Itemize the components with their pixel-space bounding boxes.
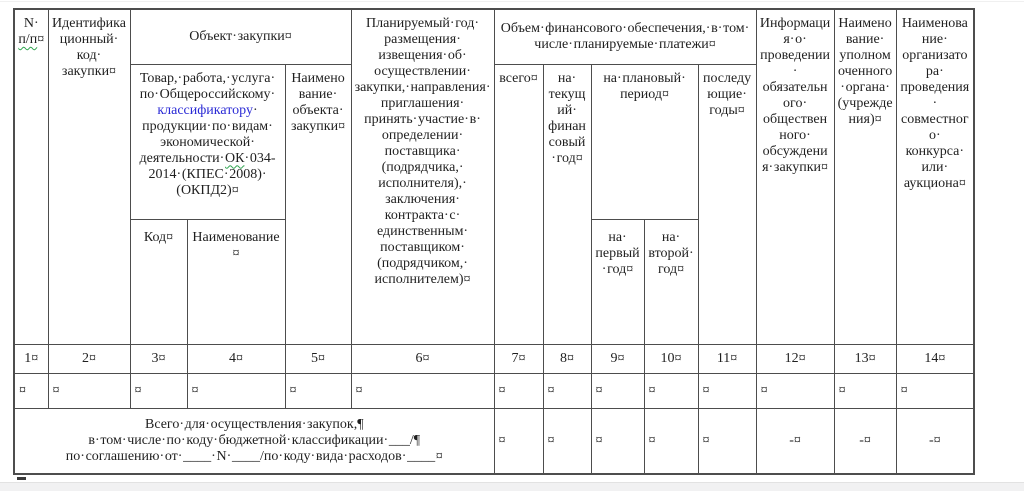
- footer-value-cell[interactable]: ¤: [494, 408, 543, 474]
- column-number-cell: 13¤: [834, 344, 896, 373]
- data-cell[interactable]: ¤: [187, 373, 285, 408]
- footer-total-label: [14, 408, 494, 474]
- column-number-cell: 7¤: [494, 344, 543, 373]
- data-cell[interactable]: ¤: [130, 373, 187, 408]
- cropped-text-fragment: [17, 477, 26, 480]
- header-first-year: на· первый· год¤: [591, 219, 644, 344]
- data-cell[interactable]: ¤: [543, 373, 591, 408]
- column-number-cell: 5¤: [285, 344, 351, 373]
- header-total: всего¤: [494, 64, 543, 344]
- spellcheck-squiggle: ОК: [225, 150, 245, 166]
- footer-value-cell[interactable]: ¤: [698, 408, 756, 474]
- data-cell[interactable]: ¤: [351, 373, 494, 408]
- data-cell[interactable]: ¤: [494, 373, 543, 408]
- column-number-cell: 14¤: [896, 344, 974, 373]
- column-number-cell: 12¤: [756, 344, 834, 373]
- classifier-text-before: Товар,· работа,· услуга· по· Общероссийскому·: [139, 70, 276, 102]
- column-number-cell: 8¤: [543, 344, 591, 373]
- column-number-cell: 6¤: [351, 344, 494, 373]
- column-number-cell: 10¤: [644, 344, 698, 373]
- footer-line: Всего· для· осуществления· закупок,¶: [144, 416, 364, 432]
- column-number-cell: 1¤: [14, 344, 48, 373]
- header-current-fiscal-year: на· текущий· финансовый· год¤: [543, 64, 591, 344]
- column-number-cell: 3¤: [130, 344, 187, 373]
- classifier-link[interactable]: классификатору: [157, 102, 253, 118]
- footer-dash-cell: -¤: [834, 408, 896, 474]
- column-number-cell: 2¤: [48, 344, 130, 373]
- header-row-number: [14, 9, 48, 344]
- data-cell[interactable]: ¤: [285, 373, 351, 408]
- header-subsequent-years: последующие· годы¤: [698, 64, 756, 344]
- classifier-text-after: · 034-2014· (КПЕС· 2008)· (ОКПД2)¤: [148, 150, 276, 198]
- data-cell[interactable]: ¤: [756, 373, 834, 408]
- footer-line: по· соглашению· от· ____· N· ____/по· коду· вида· расходов· ____ ¤: [65, 448, 443, 464]
- header-procurement-id-code: Идентификационный· код· закупки¤: [48, 9, 130, 344]
- procurement-plan-table: [13, 8, 975, 475]
- column-number-cell: 11¤: [698, 344, 756, 373]
- data-cell[interactable]: ¤: [896, 373, 974, 408]
- column-number-cell: 4¤: [187, 344, 285, 373]
- header-authorized-body-name: Наименование· уполномоченного· органа· (учреждения)¤: [834, 9, 896, 344]
- header-name: Наименование¤: [187, 219, 285, 344]
- data-cell[interactable]: ¤: [591, 373, 644, 408]
- header-object-name: Наименование· объекта· закупки¤: [285, 64, 351, 344]
- column-number-cell: 9¤: [591, 344, 644, 373]
- footer-dash-cell: -¤: [756, 408, 834, 474]
- footer-value-cell[interactable]: ¤: [543, 408, 591, 474]
- spellcheck-squiggle: п/п: [18, 32, 38, 47]
- data-cell[interactable]: ¤: [644, 373, 698, 408]
- header-planned-year: Планируемый· год· размещения· извещения· об· осуществлении· закупки,· направления· приглашения· принять· участие· в· определении· поставщика· (подрядчика,· исполнителя),· заключения· контракта· с· единственным· поставщиком· (подрядчиком,· исполнителем)¤: [351, 9, 494, 344]
- data-cell[interactable]: ¤: [834, 373, 896, 408]
- cell-end-mark: ¤: [37, 32, 45, 47]
- header-planning-period: на· плановый· период¤: [591, 64, 698, 219]
- header-code: Код¤: [130, 219, 187, 344]
- header-second-year: на· второй· год¤: [644, 219, 698, 344]
- data-cell[interactable]: ¤: [14, 373, 48, 408]
- header-joint-tender-organizer: Наименование· организатора· проведения· совместного· конкурса· или· аукциона¤: [896, 9, 974, 344]
- header-financial-volume: Объем· финансового· обеспечения,· в· том· числе· планируемые· платежи¤: [494, 9, 756, 64]
- classifier-text-middle: · продукции· по· видам· экономической· деятельности·: [139, 102, 273, 166]
- footer-line: в· том· числе· по· коду· бюджетной· классификации· ___/¶: [88, 432, 421, 448]
- header-goods-classifier: [130, 64, 285, 219]
- header-public-discussion-info: Информация· о· проведении· обязательного· общественного· обсуждения· закупки¤: [756, 9, 834, 344]
- footer-value-cell[interactable]: ¤: [644, 408, 698, 474]
- data-cell[interactable]: ¤: [48, 373, 130, 408]
- footer-dash-cell: -¤: [896, 408, 974, 474]
- footer-value-cell[interactable]: ¤: [591, 408, 644, 474]
- header-procurement-object: Объект· закупки¤: [130, 9, 351, 64]
- top-divider-line: [0, 1, 1024, 2]
- row-number-text: N·: [23, 16, 39, 31]
- data-cell[interactable]: ¤: [698, 373, 756, 408]
